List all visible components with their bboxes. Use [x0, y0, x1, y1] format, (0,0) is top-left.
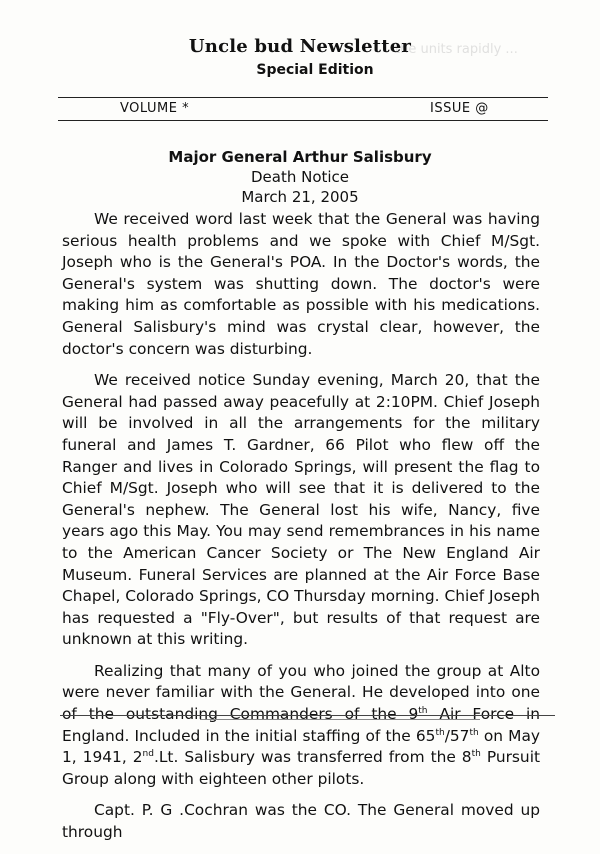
notice-date: March 21, 2005	[241, 188, 359, 206]
superscript: nd	[142, 749, 154, 760]
volume-label: VOLUME *	[120, 101, 190, 116]
footer-rule-secondary	[200, 719, 480, 720]
paragraph-3-text: /57	[444, 726, 470, 745]
paragraph-3	[62, 661, 540, 791]
show-through-text: the units rapidly ...	[395, 42, 518, 57]
header-rule-bottom	[58, 120, 548, 121]
paragraph-3-text: Air Force in England. Included in the initial staffing of the 65	[62, 705, 540, 745]
footer-rule	[60, 715, 555, 716]
paragraph-2: We received notice Sunday evening, March 20, that the General had passed away peacefully at 2:10PM. Chief Joseph will be involved in all the arrangements for the military funeral and James T. Gardner, 66 Pilot who flew off the Ranger and lives in Colorado Springs, will present the flag to Chief M/Sgt. Joseph who will see that it is delivered to the General's nephew. The General lost his wife, Nancy, five years ago this May. You may send remembrances in his name to the American Cancer Society or The New England Air Museum. Funeral Services are planned at the Air Force Base Chapel, Colorado Springs, CO Thursday morning. Chief Joseph has requested a "Fly-Over", but results of that request are unknown at this writing.	[62, 371, 540, 649]
paragraph-4: Capt. P. G .Cochran was the CO. The General moved up through	[62, 801, 540, 842]
paragraph-3-text: Pursuit Group along with eighteen other pilots.	[62, 748, 541, 788]
issue-label: ISSUE @	[430, 101, 489, 116]
notice-name: Major General Arthur Salisbury	[168, 148, 432, 166]
edition-label: Special Edition	[256, 62, 374, 78]
superscript: th	[435, 727, 445, 738]
newsletter-title: Uncle bud Newsletter	[188, 36, 412, 57]
header-rule-top	[58, 97, 548, 98]
superscript: th	[418, 705, 428, 716]
paragraph-3-text: on May 1, 1941, 2	[62, 726, 540, 767]
superscript: th	[471, 749, 481, 760]
superscript: th	[469, 727, 479, 738]
paragraph-1: We received word last week that the General was having serious health problems and we spoke with Chief M/Sgt. Joseph who is the General's POA. In the Doctor's words, the General's system was shutting down. The doctor's were making him as comfortable as possible with his medications. General Salisbury's mind was crystal clear, however, the doctor's concern was disturbing.	[62, 210, 540, 358]
notice-heading: Death Notice	[250, 168, 350, 186]
article-body	[62, 209, 540, 854]
paragraph-3-text: .Lt. Salisbury was transferred from the 8	[153, 748, 472, 767]
paragraph-3-text: Realizing that many of you who joined the group at Alto were never familiar with the General. He developed into one of the outstanding Commanders of the 9	[62, 661, 540, 724]
